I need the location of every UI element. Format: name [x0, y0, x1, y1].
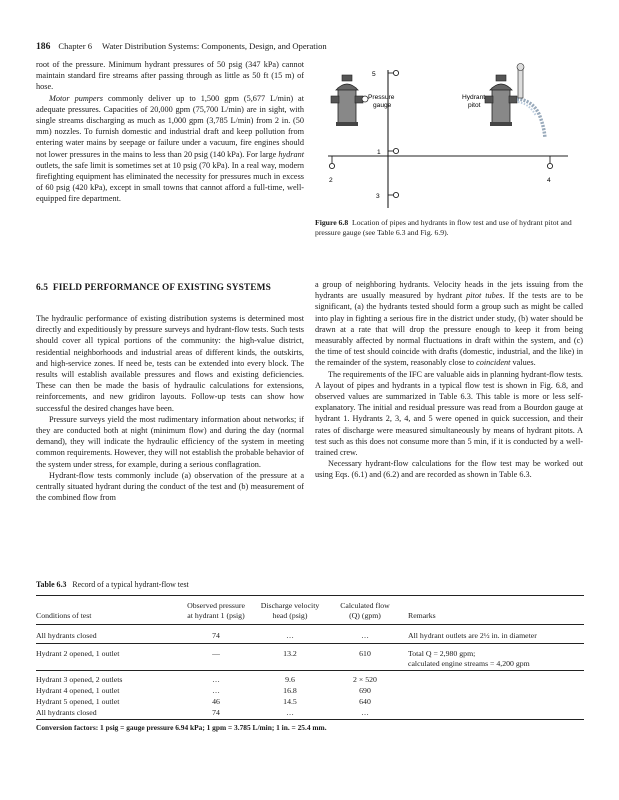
paragraph: The requirements of the IFC are valuable aids in planning hydrant-flow tests. A layout of pipes and hydrants in a typical flow test is shown in Fig. 6.8, and observed values are summarized in Table 6.3. This table is more or less self-explanatory. The initial and residual pressure was read from a Bourdon gauge at hydrant 1. Hydrants 2, 3, 4, and 5 were opened in quick succession, and their rates of discharge were measured simultaneously by means of hydrant pitots. A test such as this does not consume more than 5 min, if it is conducted by a well-trained crew.: [315, 369, 583, 458]
paragraph: root of the pressure. Minimum hydrant pressures of 50 psig (347 kPa) cannot maintain standard fire streams after passing through as little as 50 ft (15 m) of hose.: [36, 60, 304, 92]
top-left-text: [36, 59, 304, 205]
table-cell-condition: All hydrants closed: [36, 708, 97, 717]
conversion-factors-note: Conversion factors: 1 psig = gauge pressure 6.94 kPa; 1 gpm = 3.785 L/min; 1 in. = 25.4 mm.: [36, 723, 327, 732]
table-cell-flow: 610: [359, 649, 371, 658]
chapter-title: Water Distribution Systems: Components, Design, and Operation: [102, 41, 327, 51]
table-label: Table 6.3: [36, 580, 67, 589]
chapter-label: Chapter 6: [58, 41, 93, 51]
table-cell-condition: Hydrant 5 opened, 1 outlet: [36, 697, 120, 706]
hydrant-2-label: 2: [329, 177, 333, 184]
table-cell-pressure: …: [212, 675, 220, 684]
left-column-text: [36, 313, 304, 503]
column-header-pressure: at hydrant 1 (psig): [187, 611, 245, 620]
paragraph: Motor pumpers commonly deliver up to 1,500 gpm (5,677 L/min) at adequate pressures. Capacities of 20,000 gpm (75,700 L/min) are in sight, with single streams discharging as much as 1,000 gpm (3,785 L/min) from 2 in. (50 mm) nozzles. To furnish domestic and industrial draft and keep pollution from entering water mains by seepage or failure under a vacuum, fire engines should not lower pressures in the mains to less than 20 psig (140 kPa). For large hydrant outlets, the safe limit is sometimes set at 10 psig (70 kPa). In a real way, modern firefighting equipment has eliminated the necessity for pressures much in excess of 60 psig (420 kPa), except in small towns that cannot afford a full-time, well-equipped fire department.: [36, 93, 304, 204]
table-cell-velocity: 9.6: [285, 675, 295, 684]
column-header-pressure: Observed pressure: [187, 601, 245, 610]
table-cell-flow: …: [361, 631, 369, 640]
pressure-gauge-label-line1: Pressure: [368, 94, 395, 101]
table-top-rule: [36, 595, 584, 596]
column-header-velocity: head (psig): [272, 611, 308, 620]
section-heading: [36, 282, 304, 294]
table-cell-velocity: 14.5: [283, 697, 297, 706]
hydrant-5-label: 5: [372, 71, 376, 78]
column-header-flow: (Q) (gpm): [349, 611, 381, 620]
table-cell-condition: Hydrant 2 opened, 1 outlet: [36, 649, 120, 658]
table-cell-remarks: All hydrant outlets are 2½ in. in diameter: [408, 631, 537, 640]
hydrant-pitot-label-line2: pitot: [468, 102, 481, 109]
table-cell-pressure: 46: [212, 697, 220, 706]
table-cell-velocity: …: [286, 631, 294, 640]
table-cell-flow: …: [361, 708, 369, 717]
hydrant-5-marker: [393, 70, 398, 75]
column-header-flow: Calculated flow: [340, 601, 390, 610]
table-cell-pressure: 74: [212, 708, 220, 717]
table-cell-condition: Hydrant 3 opened, 2 outlets: [36, 675, 123, 684]
table-cell-remarks: Total Q = 2,980 gpm;: [408, 649, 476, 658]
paragraph: a group of neighboring hydrants. Velocity heads in the jets issuing from the hydrants are usually measured by hydrant pitot tubes. If the tests are to be significant, (a) the hydrants tested should form a group such as might be called into play in fighting a serious fire in the district under study, (b) water should be drawn at a rate that will drop the pressure enough to keep it from being measurably affected by normal fluctuations in draft within the system, and (c) the time of test should coincide with drafts (domestic, industrial, and the like) in the remainder of the system, reasonably close to coincident values.: [315, 280, 583, 368]
table-cell-condition: All hydrants closed: [36, 631, 97, 640]
column-header-velocity: Discharge velocity: [260, 601, 320, 610]
page-number: 186: [36, 41, 51, 52]
paragraph: Necessary hydrant-flow calculations for the flow test may be worked out using Eqs. (6.1) and (6.2) and are recorded as shown in Table 6.3.: [315, 459, 583, 480]
column-header-conditions: Conditions of test: [36, 611, 92, 620]
table-cell-condition: Hydrant 4 opened, 1 outlet: [36, 686, 120, 695]
table-cell-remarks-extra: calculated engine streams = 4,200 gpm: [408, 659, 530, 668]
hydrant-layout-figure: [310, 58, 585, 213]
hydrant-1-label: 1: [377, 149, 381, 156]
section-title: FIELD PERFORMANCE OF EXISTING SYSTEMS: [52, 283, 271, 293]
hydrant-3-marker: [393, 192, 398, 197]
pressure-gauge-label-line2: gauge: [373, 102, 392, 109]
paragraph: The hydraulic performance of existing distribution systems is determined most directly and expeditiously by pressure surveys and hydrant-flow tests. Such tests should cover all typical portions of the community: the high-value district, residential neighborhoods and industrial areas of different kinds, the outskirts, and high-service zones. If need be, tests can be extended into every block. The results will establish available pressures and flows and existing deficiencies. These can then be made the basis of hydraulic calculations for extensions, reinforcements, and new gridiron layouts. Follow-up tests can show how successful the desired changes have been.: [36, 314, 304, 413]
paragraph: Hydrant-flow tests commonly include (a) observation of the pressure at a centrally situated hydrant during the conduct of the test and (b) measurement of the combined flow from: [36, 470, 304, 503]
table-caption: [36, 580, 586, 589]
table-cell-flow: 2 × 520: [353, 675, 377, 684]
figure-label: Figure 6.8: [315, 218, 349, 227]
table-title: Record of a typical hydrant-flow test: [72, 580, 189, 589]
hydrant-1-marker: [393, 148, 398, 153]
table-cell-pressure: —: [212, 649, 220, 658]
italic-term: Motor pumpers: [49, 93, 104, 103]
section-number: 6.5: [36, 283, 49, 293]
table-cell-velocity: …: [286, 708, 294, 717]
column-header-remarks: Remarks: [408, 611, 436, 620]
table-cell-pressure: …: [212, 686, 220, 695]
right-column-text: [315, 279, 583, 481]
hydrant-2-marker: [329, 163, 334, 168]
hydrant-4-label: 4: [547, 177, 551, 184]
row-rule: [36, 643, 584, 644]
table-cell-velocity: 16.8: [283, 686, 297, 695]
pressure-gauge-hydrant-icon: [331, 75, 368, 126]
italic-term: pitot tubes: [466, 291, 503, 301]
table-cell-flow: 640: [359, 697, 371, 706]
table-header-rule: [36, 624, 584, 625]
italic-term: coincident: [476, 358, 511, 368]
table-cell-velocity: 13.2: [283, 649, 297, 658]
paragraph: Pressure surveys yield the most rudimentary information about networks; if they are conducted both at night (minimum flow) and during the day (normal demand), they will indicate the hydraulic efficiency of the system in meeting common requirements. However, they will not establish the probable behavior of the system under stress, for example, during a serious conflagration.: [36, 414, 304, 469]
table-cell-pressure: 74: [212, 631, 220, 640]
italic-term: hydrant: [278, 149, 304, 159]
hydrant-pitot-label-line1: Hydrant: [462, 94, 486, 101]
table-cell-flow: 690: [359, 686, 371, 695]
running-header: [36, 41, 586, 52]
figure-caption: Figure 6.8 Location of pipes and hydrants in flow test and use of hydrant pitot and pressure gauge (see Table 6.3 and Fig. 6.9).: [315, 218, 572, 238]
row-rule: [36, 670, 584, 671]
hydrant-pitot-icon: [485, 64, 545, 139]
table-bottom-rule: [36, 719, 584, 720]
hydrant-3-label: 3: [376, 193, 380, 200]
hydrant-4-marker: [547, 163, 552, 168]
